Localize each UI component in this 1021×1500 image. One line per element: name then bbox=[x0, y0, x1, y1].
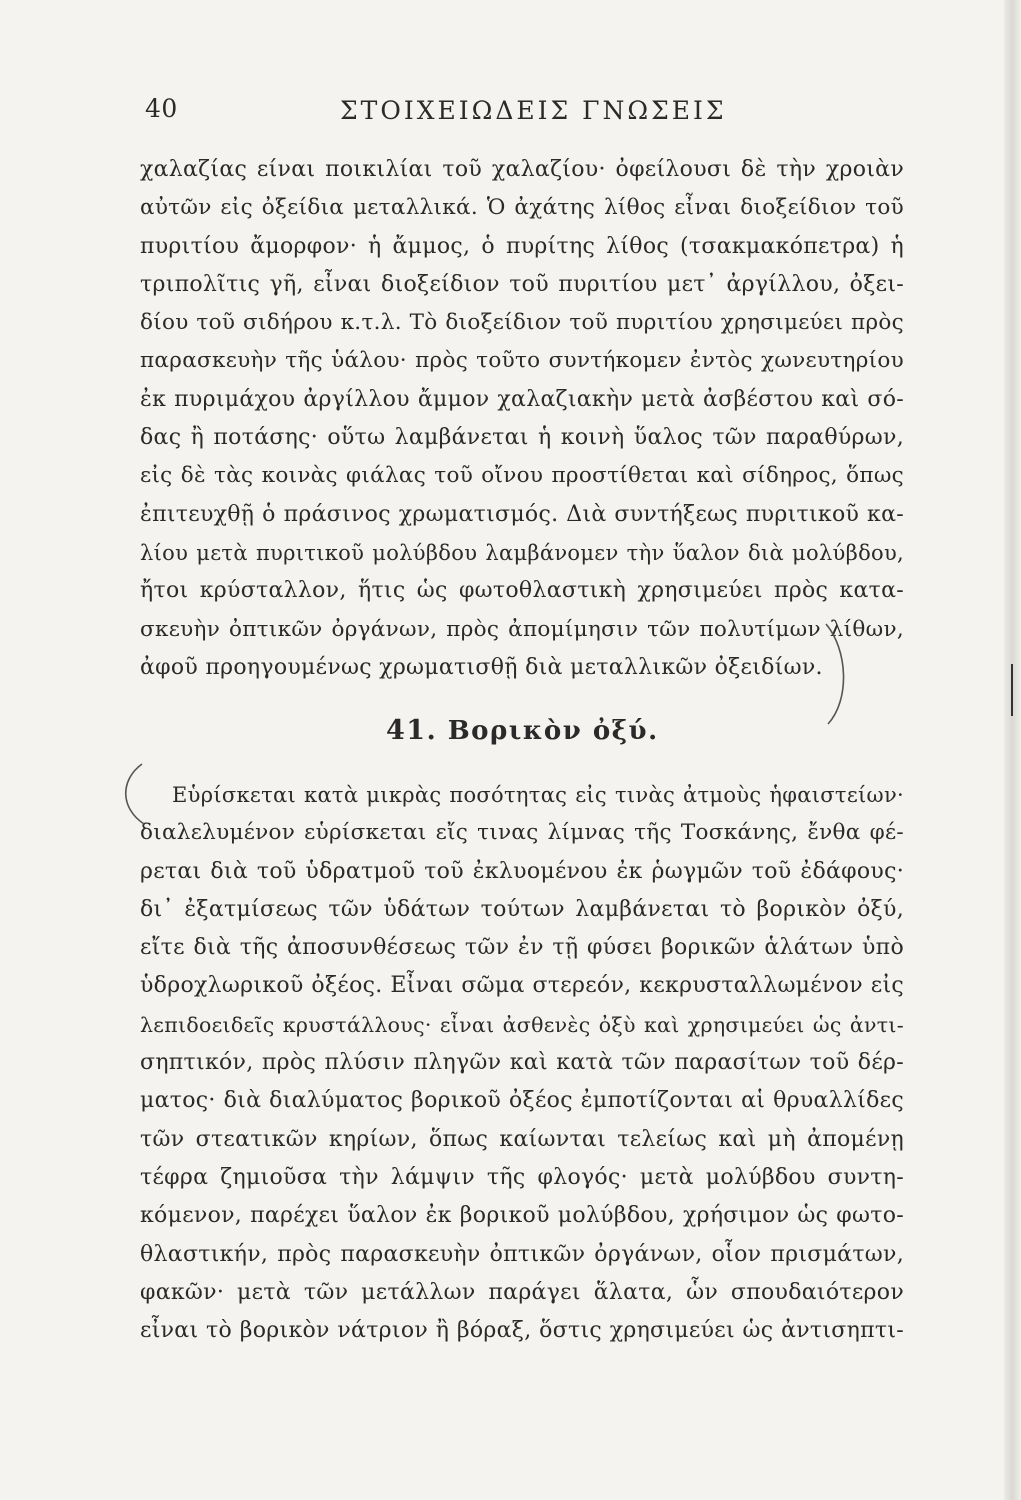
section-separator: . bbox=[426, 716, 438, 746]
paragraph-continued bbox=[140, 151, 904, 687]
section-title: Βορικὸν ὀξύ. bbox=[447, 716, 659, 746]
text-line: δι᾽ ἐξατμίσεως τῶν ὑδάτων τούτων λαμβάνεται τὸ βορικὸν ὀξύ, bbox=[140, 896, 904, 922]
text-line: θλαστικήν, πρὸς παρασκευὴν ὀπτικῶν ὀργάνων, οἷον πρισμάτων, bbox=[140, 1241, 904, 1267]
text-line: παρασκευὴν τῆς ὑάλου· πρὸς τοῦτο συντήκομεν ἐντὸς χωνευτηρίου bbox=[140, 348, 904, 374]
text-line: φακῶν· μετὰ τῶν μετάλλων παράγει ἅλατα, ὧν σπουδαιότερον bbox=[140, 1279, 904, 1305]
text-line: διαλελυμένον εὑρίσκεται εἴς τινας λίμνας τῆς Τοσκάνης, ἔνθα φέ- bbox=[140, 820, 904, 846]
text-line: τῶν στεατικῶν κηρίων, ὅπως καίωνται τελείως καὶ μὴ ἀπομένῃ bbox=[140, 1126, 904, 1152]
text-line: ὑδροχλωρικοῦ ὀξέος. Εἶναι σῶμα στερεόν, κεκρυσταλλωμένον εἰς bbox=[140, 973, 904, 999]
text-line: εἶναι τὸ βορικὸν νάτριον ἢ βόραξ, ὅστις χρησιμεύει ὡς ἀντισηπτι- bbox=[140, 1318, 904, 1344]
text-line: χαλαζίας είναι ποικιλίαι τοῦ χαλαζίου· ὀφείλουσι δὲ τὴν χροιὰν bbox=[140, 157, 904, 182]
running-title: ΣΤΟΙΧΕΙΩΔΕΙΣ ΓΝΩΣΕΙΣ bbox=[340, 96, 727, 125]
page-binding-edge bbox=[1004, 0, 1021, 1500]
text-line: Εὑρίσκεται κατὰ μικρὰς ποσότητας εἰς τινὰς ἀτμοὺς ἡφαιστείων· bbox=[172, 783, 904, 807]
text-line: σηπτικόν, πρὸς πλύσιν πληγῶν καὶ κατὰ τῶν παρασίτων τοῦ δέρ- bbox=[140, 1050, 904, 1076]
text-line: αὐτῶν εἰς ὀξείδια μεταλλικά. Ὁ ἀχάτης λίθος εἶναι διοξείδιον τοῦ bbox=[140, 195, 904, 221]
text-line: τριπολῖτις γῆ, εἶναι διοξείδιον τοῦ πυριτίου μετ᾽ ἀργίλλου, ὀξει- bbox=[140, 271, 904, 297]
text-line: σκευὴν ὀπτικῶν ὀργάνων, πρὸς ἀπομίμησιν τῶν πολυτίμων λίθων, bbox=[140, 616, 904, 642]
section-number: 41 bbox=[386, 715, 427, 746]
text-line: εἴτε διὰ τῆς ἀποσυνθέσεως τῶν ἐν τῇ φύσει βορικῶν ἁλάτων ὑπὸ bbox=[140, 935, 904, 961]
text-line: ἐκ πυριμάχου ἀργίλλου ἄμμον χαλαζιακὴν μετὰ ἀσβέστου καὶ σό- bbox=[140, 386, 904, 412]
text-line: λεπιδοειδεῖς κρυστάλλους· εἶναι ἀσθενὲς ὀξὺ καὶ χρησιμεύει ὡς ἀντι- bbox=[140, 1012, 904, 1037]
text-line: ἐπιτευχθῇ ὁ πράσινος χρωματισμός. Διὰ συντήξεως πυριτικοῦ κα- bbox=[140, 501, 904, 527]
text-line: τέφρα ζημιοῦσα τὴν λάμψιν τῆς φλογός· μετὰ μολύβδου συντη- bbox=[140, 1164, 904, 1190]
text-line: ἀφοῦ προηγουμένως χρωματισθῇ διὰ μεταλλικῶν ὀξειδίων. bbox=[140, 654, 823, 680]
text-line: δας ἢ ποτάσης· οὕτω λαμβάνεται ἡ κοινὴ ὕαλος τῶν παραθύρων, bbox=[140, 425, 904, 451]
text-line: ματος· διὰ διαλύματος βορικοῦ ὀξέος ἐμποτίζονται αἱ θρυαλλίδες bbox=[140, 1088, 904, 1114]
text-line: κόμενον, παρέχει ὕαλον ἐκ βορικοῦ μολύβδου, χρήσιμον ὡς φωτο- bbox=[140, 1203, 904, 1229]
paragraph-boric-acid bbox=[140, 776, 904, 1350]
page-number: 40 bbox=[145, 94, 178, 123]
text-line: ρεται διὰ τοῦ ὑδρατμοῦ τοῦ ἐκλυομένου ἐκ ῥωγμῶν τοῦ ἐδάφους· bbox=[140, 858, 904, 884]
section-heading bbox=[386, 715, 659, 746]
text-line: πυριτίου ἄμορφον· ἡ ἄμμος, ὁ πυρίτης λίθος (τσακμακόπετρα) ἡ bbox=[140, 233, 904, 259]
text-line: λίου μετὰ πυριτικοῦ μολύβδου λαμβάνομεν τὴν ὕαλον διὰ μολύβδου, bbox=[140, 540, 904, 565]
text-line: δίου τοῦ σιδήρου κ.τ.λ. Τὸ διοξείδιον τοῦ πυριτίου χρησιμεύει πρὸς bbox=[140, 310, 904, 336]
text-line: ἤτοι κρύσταλλον, ἥτις ὡς φωτοθλαστικὴ χρησιμεύει πρὸς κατα- bbox=[140, 578, 904, 604]
text-line: εἰς δὲ τὰς κοινὰς φιάλας τοῦ οἴνου προστίθεται καὶ σίδηρος, ὅπως bbox=[140, 463, 904, 489]
